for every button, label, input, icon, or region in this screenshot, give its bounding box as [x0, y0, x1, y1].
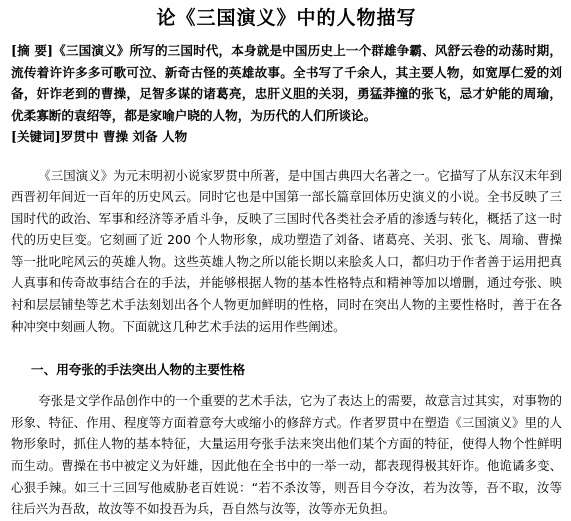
- document-title: 论《三国演义》中的人物描写: [156, 7, 417, 29]
- section-heading: 一、用夸张的手法突出人物的主要性格: [31, 362, 246, 378]
- intro-paragraph: 《三国演义》为元末明初小说家罗贯中所著，是中国古典四大名著之一。它描写了从东汉末年到西晋初年间近一百年的历史风云。同时它也是中国第一部长篇章回体历史演义的小说。全书反映了三国时代的政治、军事和经济等矛盾斗争，反映了三国时代各类社会矛盾的渗透与转化，概括了这一时代的历史巨变。它刻画了近 200 个人物形象，成功塑造了刘备、诸葛亮、关羽、张飞、周瑜、曹操等一批叱咤风云的英雄人物。这些英雄人物之所以能长期以来脍炙人口，都归功于作者善于运用把真人真事和传奇故事结合在的手法，并能够根据人物的基本性格特点和精神等加以增删，通过夸张、映衬和层层铺垫等艺术手法刻划出各个人物更加鲜明的性格，同时在突出人物的主要性格时，善于在各种冲突中刻画人物。下面就这几种艺术手法的运用作些阐述。: [11, 167, 562, 334]
- section-paragraph: 夸张是文学作品创作中的一个重要的艺术手法，它为了表达上的需要，故意言过其实，对事物的形象、特征、作用、程度等方面着意夸大或缩小的修辞方式。作者罗贯中在塑造《三国演义》里的人物形象时，抓住人物的基本特征，大量运用夸张手法来突出他们某个方面的特征，使得人物个性鲜明而生动。曹操在书中被定义为奸雄，因此他在全书中的一举一动，都表现得极其奸诈。他诡谲多变、心狠手辣。如三十三回写他威胁老百姓说：“若不杀汝等，则吾目今夺汝，若为汝等，吾不取，汝等往后兴为吾敌，故汝等不如投吾为兵，吾自然与汝等，汝等亦无负担。: [11, 393, 562, 517]
- abstract: [摘 要]《三国演义》所写的三国时代，本身就是中国历史上一个群雄争霸、风舒云卷的动荡时期，流传着许许多多可歌可泣、新奇古怪的英雄故事。全书写了千余人，其主要人物，如宽厚仁爱的刘备，奸诈老到的曹操，足智多谋的诸葛亮，忠肝义胆的关羽，勇猛莽撞的张飞，忌才妒能的周瑜，优柔寡断的袁绍等，都是家喻户晓的人物，为历代的人们所谈论。: [11, 43, 562, 123]
- keywords: [关键词]罗贯中 曹操 刘备 人物: [11, 129, 188, 144]
